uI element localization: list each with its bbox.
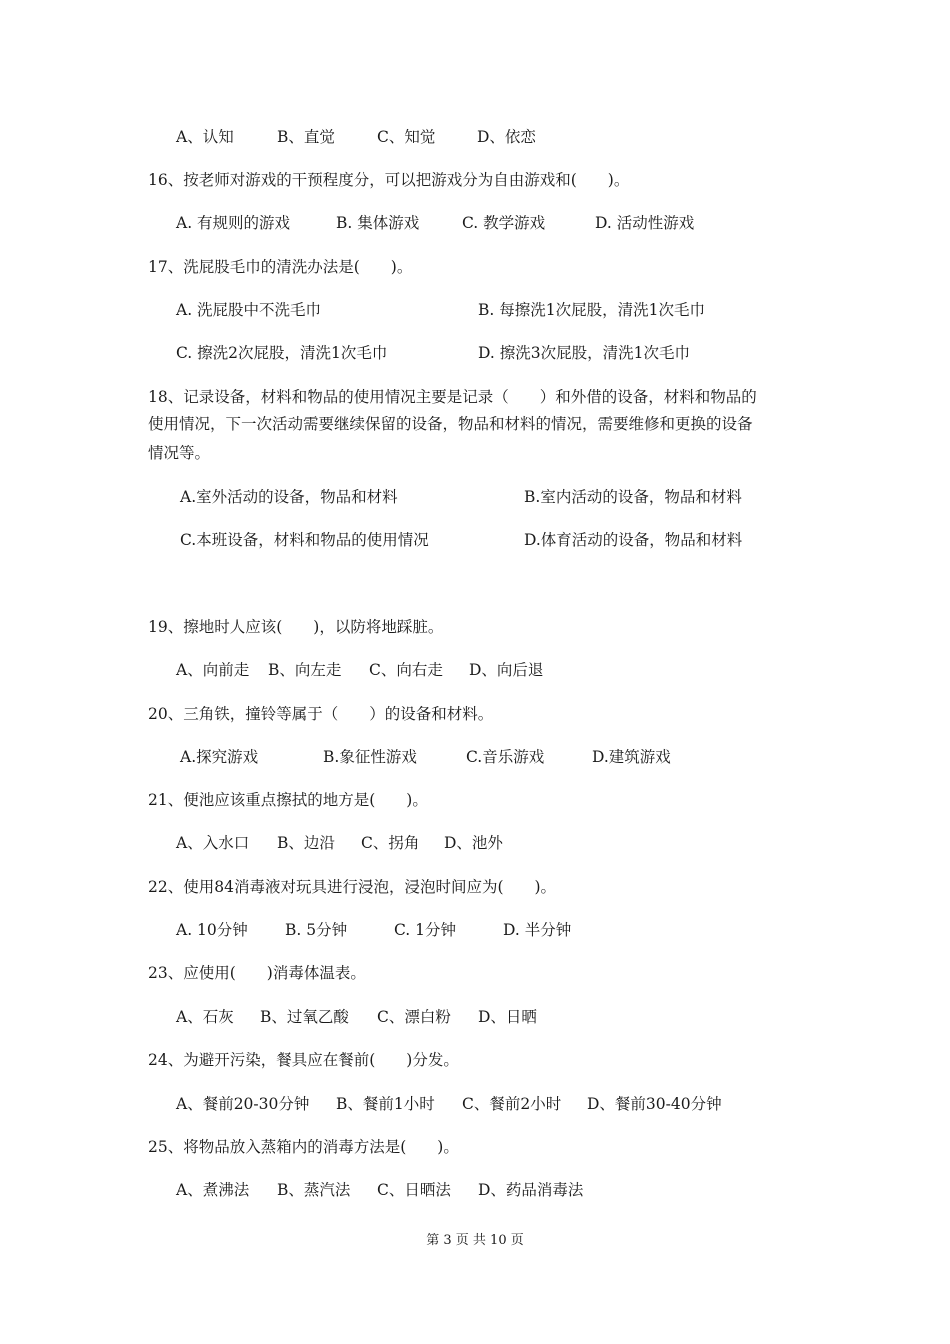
q16-option-b: B. 集体游戏 [336, 214, 420, 232]
question-19-stem: 19、擦地时人应该( )，以防将地踩脏。 [148, 618, 444, 636]
q17-option-b: B. 每擦洗1次屁股，清洗1次毛巾 [478, 301, 705, 319]
question-18-stem-line-1: 18、记录设备，材料和物品的使用情况主要是记录（ ）和外借的设备，材料和物品的 [148, 388, 757, 406]
question-20-stem: 20、三角铁，撞铃等属于（ ）的设备和材料。 [148, 705, 494, 723]
q18-option-d: D.体育活动的设备，物品和材料 [524, 531, 743, 549]
q23-option-b: B、过氧乙酸 [260, 1008, 349, 1026]
page-number-footer: 第 3 页 共 10 页 [426, 1233, 524, 1248]
q24-option-d: D、餐前30-40分钟 [587, 1095, 722, 1113]
q23-option-d: D、日晒 [478, 1008, 537, 1026]
q16-option-c: C. 教学游戏 [462, 214, 546, 232]
question-17-stem: 17、洗屁股毛巾的清洗办法是( )。 [148, 258, 413, 276]
q21-option-d: D、池外 [444, 834, 503, 852]
q22-option-d: D. 半分钟 [503, 921, 572, 939]
q19-option-d: D、向后退 [469, 661, 544, 679]
q21-option-a: A、入水口 [176, 834, 250, 852]
q15-option-a: A、认知 [176, 128, 234, 146]
q23-option-c: C、漂白粉 [377, 1008, 451, 1026]
q24-option-b: B、餐前1小时 [336, 1095, 435, 1113]
q25-option-a: A、煮沸法 [176, 1181, 250, 1199]
q24-option-c: C、餐前2小时 [462, 1095, 562, 1113]
q16-option-a: A. 有规则的游戏 [176, 214, 291, 232]
q19-option-c: C、向右走 [369, 661, 443, 679]
q25-option-d: D、药品消毒法 [478, 1181, 584, 1199]
question-18-stem-line-2: 使用情况，下一次活动需要继续保留的设备，物品和材料的情况，需要维修和更换的设备 [148, 415, 753, 433]
question-23-stem: 23、应使用( )消毒体温表。 [148, 964, 366, 982]
q25-option-b: B、蒸汽法 [277, 1181, 351, 1199]
q22-option-a: A. 10分钟 [176, 921, 248, 939]
q20-option-d: D.建筑游戏 [592, 748, 671, 766]
question-16-stem: 16、按老师对游戏的干预程度分，可以把游戏分为自由游戏和( )。 [148, 171, 630, 189]
q17-option-a: A. 洗屁股中不洗毛巾 [176, 301, 322, 319]
q23-option-a: A、石灰 [176, 1008, 234, 1026]
q18-option-b: B.室内活动的设备，物品和材料 [524, 488, 742, 506]
q19-option-a: A、向前走 [176, 661, 250, 679]
q19-option-b: B、向左走 [268, 661, 342, 679]
q25-option-c: C、日晒法 [377, 1181, 451, 1199]
q24-option-a: A、餐前20-30分钟 [176, 1095, 310, 1113]
q17-option-c: C. 擦洗2次屁股，清洗1次毛巾 [176, 344, 388, 362]
q16-option-d: D. 活动性游戏 [595, 214, 695, 232]
q18-option-a: A.室外活动的设备，物品和材料 [180, 488, 398, 506]
q20-option-c: C.音乐游戏 [466, 748, 545, 766]
q15-option-d: D、依恋 [477, 128, 536, 146]
q21-option-b: B、边沿 [277, 834, 335, 852]
q22-option-b: B. 5分钟 [285, 921, 348, 939]
q20-option-a: A.探究游戏 [180, 748, 259, 766]
question-21-stem: 21、便池应该重点擦拭的地方是( )。 [148, 791, 428, 809]
q18-option-c: C.本班设备，材料和物品的使用情况 [180, 531, 429, 549]
question-25-stem: 25、将物品放入蒸箱内的消毒方法是( )。 [148, 1138, 459, 1156]
q20-option-b: B.象征性游戏 [323, 748, 417, 766]
question-24-stem: 24、为避开污染，餐具应在餐前( )分发。 [148, 1051, 459, 1069]
question-18-stem-line-3: 情况等。 [148, 444, 211, 462]
q15-option-b: B、直觉 [277, 128, 335, 146]
q22-option-c: C. 1分钟 [394, 921, 457, 939]
q21-option-c: C、拐角 [361, 834, 420, 852]
q15-option-c: C、知觉 [377, 128, 436, 146]
question-22-stem: 22、使用84消毒液对玩具进行浸泡，浸泡时间应为( )。 [148, 878, 557, 896]
q17-option-d: D. 擦洗3次屁股，清洗1次毛巾 [478, 344, 690, 362]
